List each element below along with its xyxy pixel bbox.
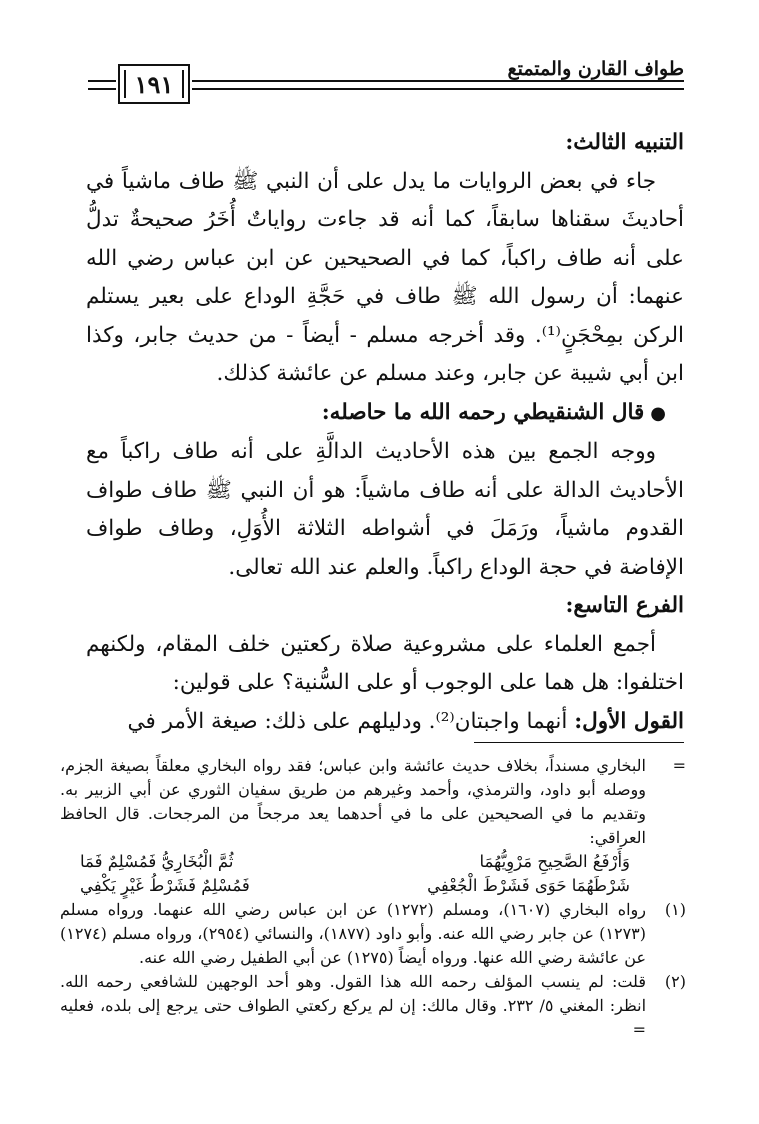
page-number-text: ١٩١ (134, 69, 174, 99)
verse-1-second-hemistich: ثُمَّ الْبُخَارِيُّ فَمُسْلِمٌ فَمَا (80, 852, 234, 871)
footnote-1-text: رواه البخاري (١٦٠٧)، ومسلم (١٢٧٢) عن ابن عباس رضي الله عنهما. ورواه مسلم (١٢٧٣) عن جابر رضي الله عنه. وأبو داود (١٨٧٧)، والنسائي (٢٩٥٤)، ورواه مسلم (١٢٧٤) عن عائشة رضي الله عنها. ورواه أيضاً (١٢٧٥) عن أبي الطفيل رضي الله عنه. (60, 900, 647, 967)
verse-2-first-hemistich: شَرْطَهُمَا حَوَى فَشَرْطَ الْجُعْفِي (427, 876, 630, 895)
verse-line-1 (60, 850, 686, 874)
page-number (118, 64, 190, 104)
main-text (86, 118, 684, 741)
first-opinion-label: القول الأول: (574, 708, 684, 734)
paragraph-3: أجمع العلماء على مشروعية صلاة ركعتين خلف المقام، ولكنهم اختلفوا: هل هما على الوجوب أو على السُّنية؟ على قولين: (86, 631, 684, 695)
branch-heading: الفرع التاسع: (565, 593, 684, 618)
footnote-1-mark: (١) (664, 900, 686, 919)
page-header (88, 58, 684, 110)
header-rule-left (88, 80, 116, 90)
footnote-2-mark: (٢) (664, 972, 686, 991)
paragraph-1: جاء في بعض الروايات ما يدل على أن النبي ﷺ طاف ماشياً في أحاديثَ سقناها سابقاً، كما أنه قد جاءت رواياتٌ أُخَرُ صحيحةٌ تدلُّ على أنه طاف راكباً، كما في الصحيحين عن ابن عباس رضي الله عنهما: أن رسول الله ﷺ طاف في حَجَّةِ الوداع على بعير يستلم الركن بمِحْجَنٍ⁽¹⁾. وقد أخرجه مسلم - أيضاً - من حديث جابر، وكذا ابن أبي شيبة عن جابر، وعند مسلم عن عائشة كذلك. (86, 168, 684, 386)
bullet-icon: ● (650, 402, 666, 424)
continuation-mark: = (672, 756, 686, 775)
running-title: طواف القارن والمتمتع (499, 58, 684, 80)
footnote-separator (474, 742, 684, 743)
footnotes (60, 754, 686, 1042)
verse-1-first-hemistich: وَأَرْفَعُ الصَّحِيحِ مَرْوِيُّهُمَا (479, 852, 630, 871)
footnote-continuation (60, 754, 686, 850)
bullet-heading (86, 394, 666, 434)
footnote-2 (60, 970, 686, 1042)
footnote-1 (60, 898, 686, 970)
section-title: التنبيه الثالث: (565, 130, 684, 155)
paragraph-4 (86, 703, 684, 742)
verse-line-2 (60, 874, 686, 898)
header-rule-right (192, 80, 684, 90)
paragraph-4-text: أنهما واجبتان⁽²⁾. ودليلهم على ذلك: صيغة الأمر في (127, 708, 568, 734)
bullet-heading-text: قال الشنقيطي رحمه الله ما حاصله: (321, 399, 645, 425)
paragraph-2: ووجه الجمع بين هذه الأحاديث الدالَّةِ على أنه طاف راكباً مع الأحاديث الدالة على أنه طاف ماشياً: هو أن النبي ﷺ طاف طواف القدوم ماشياً، ورَمَلَ في أشواطه الثلاثة الأُوَلِ، وطاف طواف الإفاضة في حجة الوداع راكباً. والعلم عند الله تعالى. (86, 439, 684, 580)
continuation-text: البخاري مسنداً، بخلاف حديث عائشة وابن عباس؛ فقد رواه البخاري معلقاً بصيغة الجزم، ووصله أبو داود، والترمذي، وأحمد وغيرهم من طريق سفيان الثوري عن أبي الزبير به. وتقديم ما في الصحيحين على ما في أحدهما يعد مرجحاً من المرجحات. قال الحافظ العراقي: (60, 756, 647, 847)
footnote-2-text: قلت: لم ينسب المؤلف رحمه الله هذا القول. وهو أحد الوجهين للشافعي رحمه الله. انظر: المغني ٥/ ٢٣٢. وقال مالك: إن لم يركع ركعتي الطواف حتى يرجع إلى بلده، فعليه = (60, 972, 647, 1039)
verse-2-second-hemistich: فَمُسْلِمٌ فَشَرْطُ غَيْرٍ يَكْفِي (80, 876, 250, 895)
